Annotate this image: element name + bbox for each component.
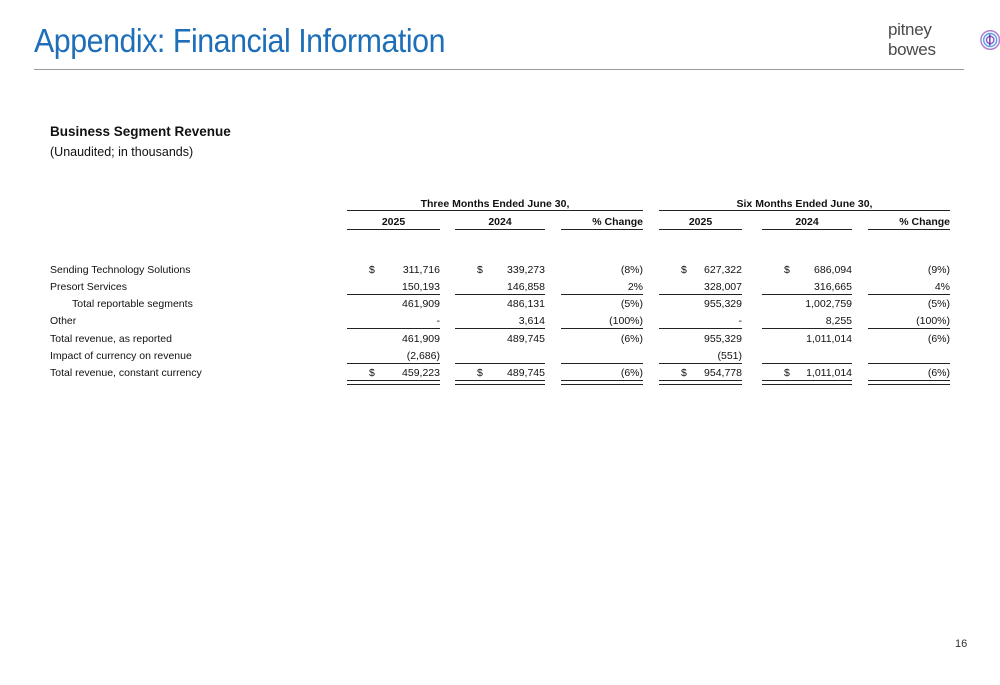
table-cell: 489,745 xyxy=(507,367,545,379)
table-cell: 328,007 xyxy=(704,281,742,293)
subtotal-rule xyxy=(347,328,440,329)
subtotal-rule xyxy=(868,294,950,295)
row-label: Sending Technology Solutions xyxy=(50,264,191,276)
table-cell: - xyxy=(738,315,742,327)
table-cell: (9%) xyxy=(927,264,950,276)
total-double-rule xyxy=(868,380,950,385)
column-header-rule xyxy=(347,229,440,230)
group-header-rule xyxy=(347,210,643,211)
table-cell: 8,255 xyxy=(825,315,852,327)
column-header: 2024 xyxy=(488,216,512,228)
currency-symbol: $ xyxy=(681,264,687,276)
subtotal-rule xyxy=(561,328,643,329)
subtotal-rule xyxy=(347,363,440,364)
table-cell: 1,011,014 xyxy=(806,333,852,345)
column-header-rule xyxy=(868,229,950,230)
column-header-rule xyxy=(455,229,545,230)
column-header-rule xyxy=(762,229,852,230)
subtotal-rule xyxy=(868,328,950,329)
section-title: Business Segment Revenue xyxy=(50,124,231,139)
currency-symbol: $ xyxy=(477,264,483,276)
column-header: 2025 xyxy=(381,216,406,228)
table-cell: 150,193 xyxy=(402,281,440,293)
total-double-rule xyxy=(347,380,440,385)
total-double-rule xyxy=(561,380,643,385)
table-cell: 686,094 xyxy=(814,264,852,276)
subtotal-rule xyxy=(868,363,950,364)
table-cell: 486,131 xyxy=(507,298,545,310)
subtotal-rule xyxy=(659,294,742,295)
table-cell: - xyxy=(436,315,440,327)
table-cell: (6%) xyxy=(620,367,643,379)
table-cell: 339,273 xyxy=(507,264,545,276)
row-label: Other xyxy=(50,315,77,327)
table-cell: 955,329 xyxy=(704,298,742,310)
subtotal-rule xyxy=(561,294,643,295)
group-header: Three Months Ended June 30, xyxy=(420,198,570,210)
column-header: 2024 xyxy=(795,216,819,228)
total-double-rule xyxy=(762,380,852,385)
table-cell: 146,858 xyxy=(507,281,545,293)
column-header: 2025 xyxy=(688,216,713,228)
row-label: Impact of currency on revenue xyxy=(50,350,192,362)
column-header-rule xyxy=(561,229,643,230)
table-cell: 3,614 xyxy=(518,315,545,327)
currency-symbol: $ xyxy=(369,264,375,276)
table-cell: (6%) xyxy=(927,367,950,379)
subtotal-rule xyxy=(455,328,545,329)
table-cell: 4% xyxy=(934,281,950,293)
table-cell: (100%) xyxy=(609,315,643,327)
currency-symbol: $ xyxy=(784,367,790,379)
table-cell: (6%) xyxy=(620,333,643,345)
table-cell: 1,011,014 xyxy=(806,367,852,379)
row-label: Total revenue, constant currency xyxy=(50,367,202,379)
table-cell: 1,002,759 xyxy=(805,298,852,310)
table-cell: 461,909 xyxy=(402,298,440,310)
group-header: Six Months Ended June 30, xyxy=(736,198,873,210)
page-title: Appendix: Financial Information xyxy=(34,22,446,59)
currency-symbol: $ xyxy=(784,264,790,276)
group-header-rule xyxy=(659,210,950,211)
subtotal-rule xyxy=(347,294,440,295)
subtotal-rule xyxy=(762,328,852,329)
section-subtitle: (Unaudited; in thousands) xyxy=(50,145,194,159)
column-header: % Change xyxy=(899,216,950,228)
table-cell: 954,778 xyxy=(704,367,742,379)
row-label: Total revenue, as reported xyxy=(50,333,172,345)
table-cell: (5%) xyxy=(927,298,950,310)
table-cell: 459,223 xyxy=(402,367,440,379)
subtotal-rule xyxy=(561,363,643,364)
row-label: Presort Services xyxy=(50,281,128,293)
row-label: Total reportable segments xyxy=(72,298,193,310)
table-cell: (551) xyxy=(717,350,742,362)
table-cell: 316,665 xyxy=(814,281,852,293)
table-cell: 461,909 xyxy=(402,333,440,345)
subtotal-rule xyxy=(762,363,852,364)
column-header-rule xyxy=(659,229,742,230)
currency-symbol: $ xyxy=(477,367,483,379)
table-cell: (100%) xyxy=(916,315,950,327)
table-cell: 627,322 xyxy=(704,264,742,276)
table-cell: (2,686) xyxy=(406,350,440,362)
subtotal-rule xyxy=(455,363,545,364)
subtotal-rule xyxy=(659,363,742,364)
total-double-rule xyxy=(659,380,742,385)
currency-symbol: $ xyxy=(681,367,687,379)
page-number: 16 xyxy=(955,638,968,650)
currency-symbol: $ xyxy=(369,367,375,379)
table-cell: (8%) xyxy=(620,264,643,276)
table-cell: (5%) xyxy=(620,298,643,310)
subtotal-rule xyxy=(762,294,852,295)
table-cell: 311,716 xyxy=(402,264,440,276)
table-cell: 2% xyxy=(627,281,643,293)
table-cell: (6%) xyxy=(927,333,950,345)
table-cell: 955,329 xyxy=(704,333,742,345)
column-header: % Change xyxy=(592,216,643,228)
subtotal-rule xyxy=(455,294,545,295)
table-cell: 489,745 xyxy=(507,333,545,345)
logo-text: pitney bowes xyxy=(888,20,936,59)
total-double-rule xyxy=(455,380,545,385)
subtotal-rule xyxy=(659,328,742,329)
